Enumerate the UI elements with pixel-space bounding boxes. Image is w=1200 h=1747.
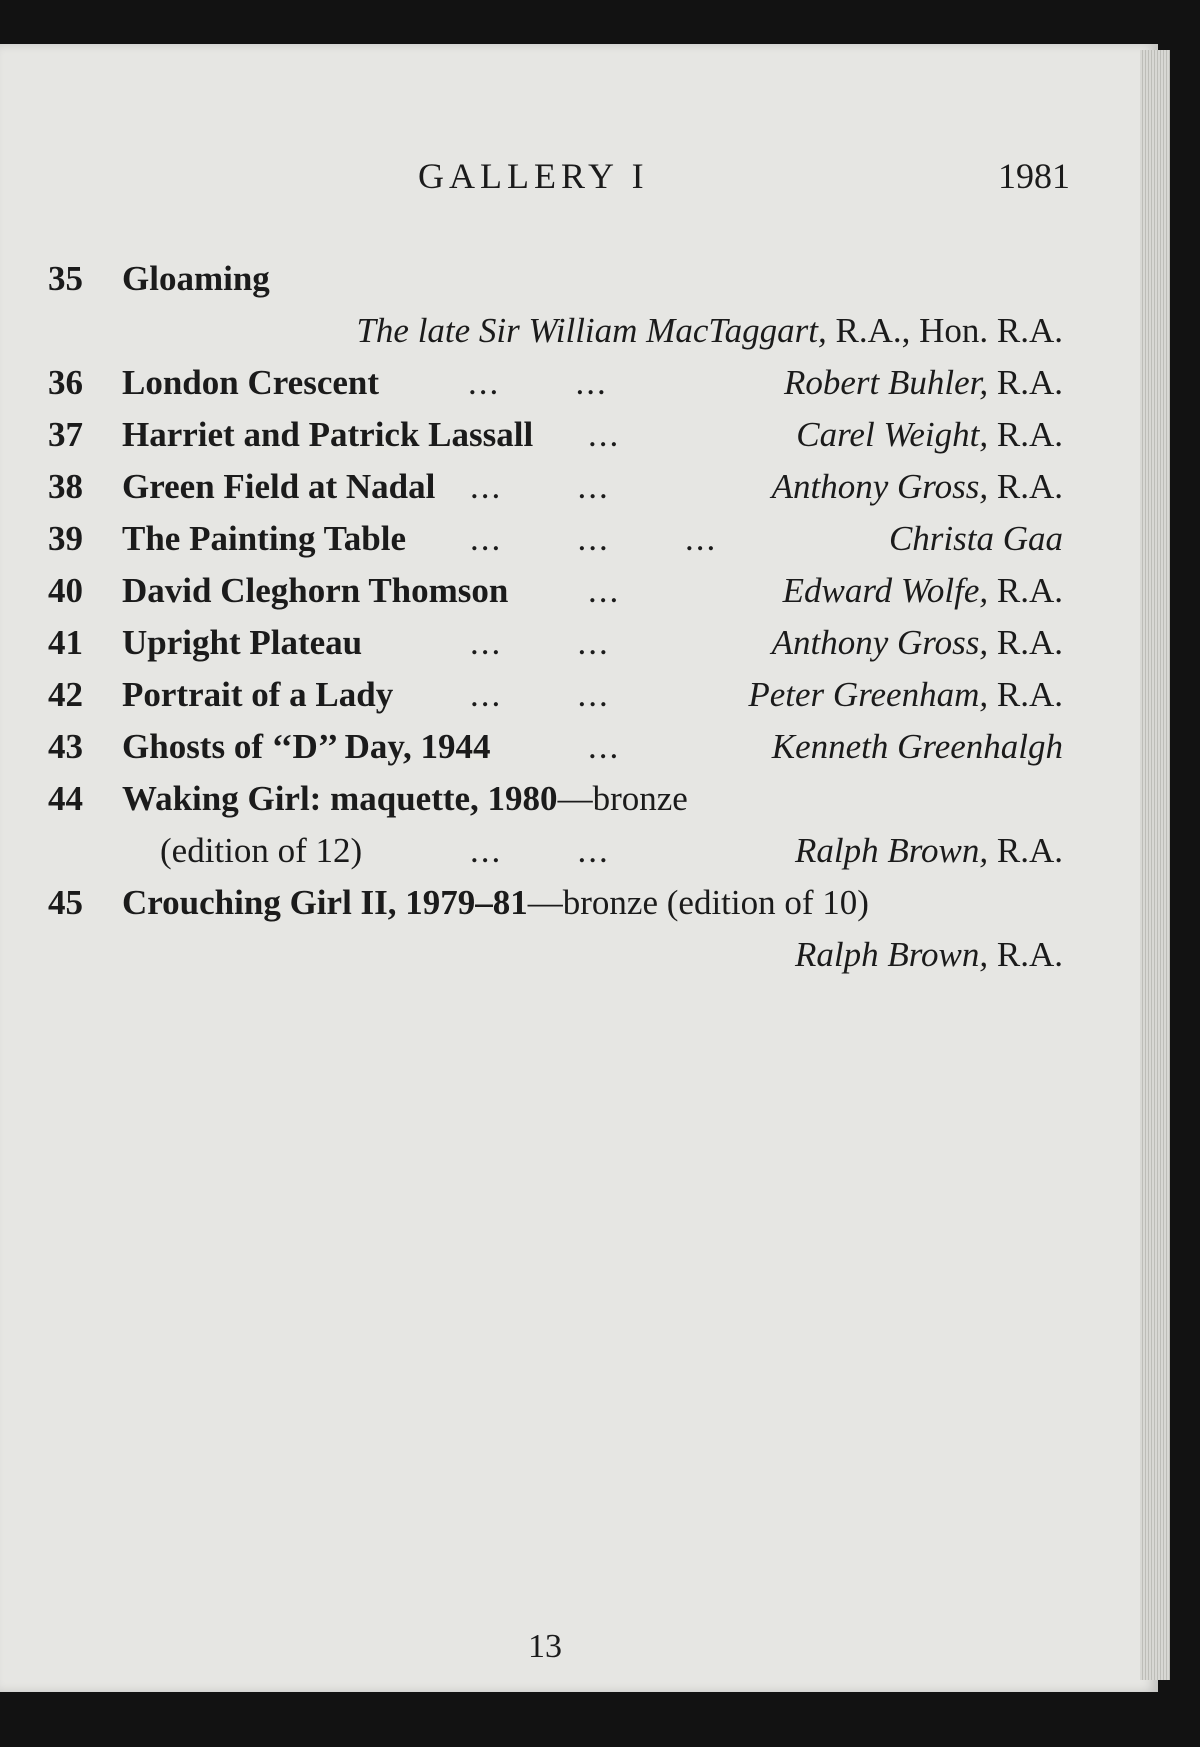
page-header: [0, 155, 1158, 205]
entry-medium: —bronze: [557, 779, 688, 818]
artist-name: Ralph Brown,: [794, 935, 989, 974]
entry-number: 44: [48, 779, 83, 818]
entry-title: Upright Plateau: [122, 623, 363, 662]
artist-suffix: R.A.: [988, 935, 1063, 974]
entry-number: 40: [48, 571, 83, 610]
entry-artist: [772, 461, 1063, 513]
entry-title: Portrait of a Lady: [122, 675, 394, 714]
gallery-title: GALLERY I: [418, 156, 649, 196]
leader-dots: ... ...: [470, 623, 610, 662]
entry-number: 37: [48, 415, 83, 454]
entry-artist: [795, 825, 1063, 877]
entry-title: Crouching Girl II, 1979–81: [122, 883, 528, 922]
entry-number: 39: [48, 519, 83, 558]
entry-edition: (edition of 12): [160, 831, 363, 870]
artist-suffix: R.A.: [988, 675, 1063, 714]
catalogue-entry: [0, 409, 1158, 461]
leader-dots: ... ...: [470, 467, 610, 506]
entry-artist: [784, 357, 1063, 409]
entry-title-line: [122, 877, 869, 929]
page-number: 13: [528, 1628, 562, 1665]
entry-number: 45: [48, 883, 83, 922]
entry-artist: [356, 305, 1063, 357]
leader-dots: ...: [588, 727, 621, 766]
artist-suffix: R.A.: [988, 363, 1063, 402]
entry-title: David Cleghorn Thomson: [122, 571, 509, 610]
catalogue-entry: [0, 669, 1158, 721]
entry-medium: —bronze (edition of 10): [527, 883, 869, 922]
artist-name: Edward Wolfe,: [782, 571, 989, 610]
entry-number: 43: [48, 727, 83, 766]
entry-title-line: [122, 773, 688, 825]
entry-title: Ghosts of ‘‘D’’ Day, 1944: [122, 727, 491, 766]
catalogue-entry: [0, 253, 1158, 305]
catalogue-entry: [0, 357, 1158, 409]
catalogue-entry: [0, 565, 1158, 617]
entry-title: Harriet and Patrick Lassall: [122, 415, 534, 454]
catalogue-entry-artist-line: [0, 305, 1158, 357]
leader-dots: ... ...: [470, 675, 610, 714]
leader-dots: ... ...: [470, 831, 610, 870]
entry-number: 42: [48, 675, 83, 714]
artist-suffix: R.A.: [988, 571, 1063, 610]
leader-dots: ... ... ...: [470, 519, 718, 558]
entry-artist: [772, 617, 1063, 669]
entry-title: London Crescent: [122, 363, 380, 402]
catalogue-entry: [0, 877, 1158, 929]
entry-number: 36: [48, 363, 83, 402]
catalogue-entry: [0, 461, 1158, 513]
catalogue-entry: [0, 721, 1158, 773]
entry-number: 41: [48, 623, 83, 662]
catalogue-entry: [0, 773, 1158, 825]
artist-name: Anthony Gross,: [771, 623, 989, 662]
artist-name: Christa Gaa: [888, 519, 1063, 558]
catalogue-entry: [0, 513, 1158, 565]
leader-dots: ...: [588, 415, 621, 454]
entry-artist: [783, 565, 1063, 617]
entry-artist: [748, 669, 1063, 721]
artist-suffix: R.A.: [988, 467, 1063, 506]
entry-artist: [795, 929, 1063, 981]
artist-name: Robert Buhler,: [783, 363, 989, 402]
artist-name: Kenneth Greenhalgh: [771, 727, 1063, 766]
artist-suffix: R.A.: [988, 831, 1063, 870]
catalogue-entry: [0, 617, 1158, 669]
catalogue-entry-artist-line: [0, 929, 1158, 981]
entry-number: 38: [48, 467, 83, 506]
artist-suffix: R.A.: [988, 415, 1063, 454]
leader-dots: ...: [588, 571, 621, 610]
entry-title: Green Field at Nadal: [122, 467, 436, 506]
entry-title: Gloaming: [122, 259, 270, 298]
artist-name: The late Sir William MacTaggart,: [356, 311, 827, 350]
leader-dots: ... ...: [468, 363, 608, 402]
entry-title: The Painting Table: [122, 519, 406, 558]
artist-suffix: R.A.: [988, 623, 1063, 662]
catalogue-list: [0, 253, 1158, 981]
artist-suffix: R.A., Hon. R.A.: [826, 311, 1063, 350]
entry-artist: [772, 721, 1063, 773]
catalogue-entry-continuation: [0, 825, 1158, 877]
artist-name: Ralph Brown,: [794, 831, 989, 870]
year: 1981: [998, 156, 1070, 196]
entry-title: Waking Girl: maquette, 1980: [122, 779, 558, 818]
entry-artist: [889, 513, 1063, 565]
entry-artist: [796, 409, 1063, 461]
entry-number: 35: [48, 259, 83, 298]
artist-name: Anthony Gross,: [771, 467, 989, 506]
artist-name: Carel Weight,: [796, 415, 989, 454]
artist-name: Peter Greenham,: [748, 675, 989, 714]
